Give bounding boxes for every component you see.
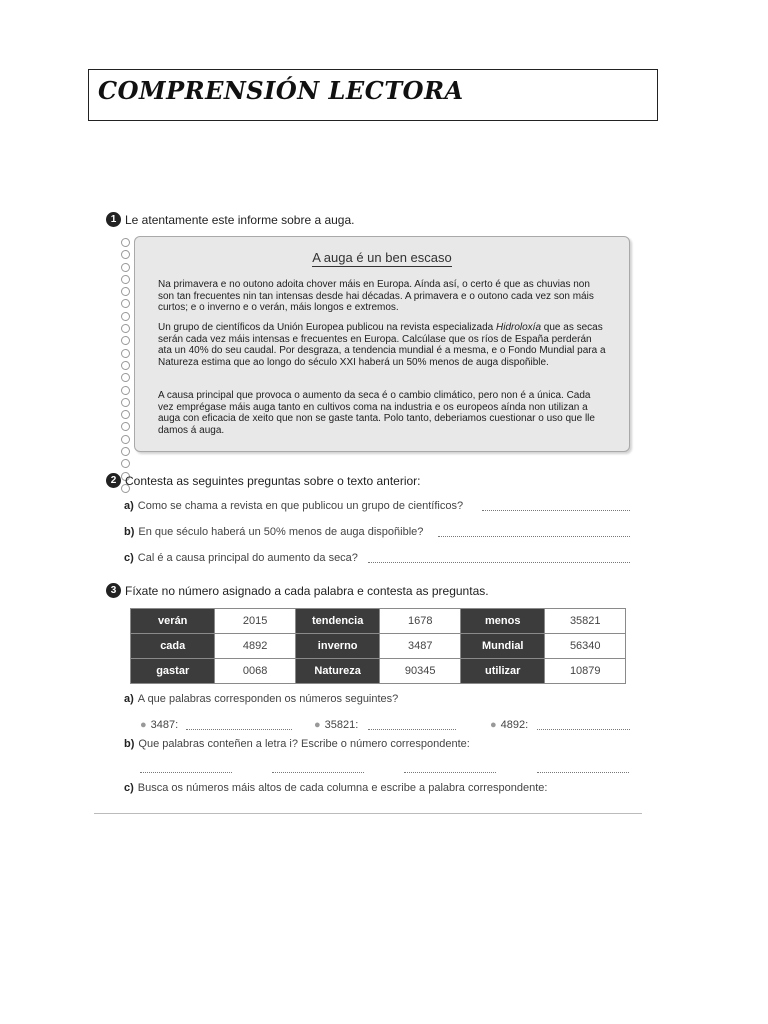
table-word: verán — [131, 609, 215, 634]
exercise-3-instruction: Fíxate no número asignado a cada palabra e contesta as preguntas. — [125, 584, 489, 598]
question-2a: a) Como se chama a revista en que publicou un grupo de científicos? — [124, 500, 464, 512]
table-word: menos — [460, 609, 545, 634]
answer-line-35821[interactable] — [368, 729, 456, 730]
page-title: COMPRENSIÓN LECTORA — [98, 76, 464, 105]
bullet-35821: ● 35821: — [314, 719, 359, 731]
table-word: gastar — [131, 659, 215, 684]
reading-title: A auga é un ben escaso — [312, 250, 452, 265]
table-word: cada — [131, 634, 215, 659]
answer-line-3487[interactable] — [186, 729, 292, 730]
table-row — [131, 609, 626, 634]
answer-line-3b-4[interactable] — [537, 772, 629, 773]
reading-paragraph-3: A causa principal que provoca o aumento da seca é o cambio climático, pero non é a única. Cada vez emprégase máis auga tanto en cultivos coma na industria e os europeos aínda non utilizan a auga con eficacia de xeito que non se gaste tanta. Polo tanto, deberiamos cuestionar o uso que lle damos á auga. — [158, 390, 595, 436]
table-number: 0068 — [215, 659, 295, 684]
table-number: 56340 — [545, 634, 626, 659]
table-number: 10879 — [545, 659, 626, 684]
answer-line-4892[interactable] — [537, 729, 630, 730]
page-divider — [94, 813, 642, 814]
question-2c: c) Cal é a causa principal do aumento da seca? — [124, 552, 358, 564]
table-word: Natureza — [295, 659, 380, 684]
exercise-1-instruction: Le atentamente este informe sobre a auga. — [125, 213, 355, 227]
title-box — [88, 69, 658, 121]
answer-line-3b-3[interactable] — [404, 772, 496, 773]
table-word: utilizar — [460, 659, 545, 684]
bullet-3487: ● 3487: — [140, 719, 179, 731]
word-number-table — [130, 608, 626, 684]
reading-paragraph-1: Na primavera e no outono adoita chover máis en Europa. Aínda así, o certo é que as chuvias non son tan frecuentes nin tan intensas desde hai décadas. A primavera e o outono cada vez son máis curtos; e o inverno e o verán, máis longos e extremos. — [158, 279, 594, 314]
question-2b: b) En que século haberá un 50% menos de auga dispoñible? — [124, 526, 424, 538]
table-number: 4892 — [215, 634, 295, 659]
reading-paragraph-2: Un grupo de científicos da Unión Europea publicou na revista especializada Hidroloxía que as secas serán cada vez máis intensas e frecuentes en Europa. Calcúlase que os ríos de España perderán ata un 40% do seu caudal. Por desgraza, a tendencia mundial é a mesma, e o Fondo Mundial para a Natureza estima que ao longo do século XXI haberá un 50% menos de auga dispoñible. — [158, 322, 606, 368]
exercise-number-2: 2 — [106, 473, 121, 488]
table-row — [131, 634, 626, 659]
question-3c: c) Busca os números máis altos de cada columna e escribe a palabra correspondente: — [124, 782, 548, 794]
table-word: Mundial — [460, 634, 545, 659]
table-word: inverno — [295, 634, 380, 659]
magazine-name: Hidroloxía — [496, 322, 542, 333]
exercise-number-1: 1 — [106, 212, 121, 227]
table-number: 90345 — [380, 659, 460, 684]
table-number: 1678 — [380, 609, 460, 634]
table-word: tendencia — [295, 609, 380, 634]
bullet-4892: ● 4892: — [490, 719, 529, 731]
answer-line-3b-2[interactable] — [272, 772, 364, 773]
table-number: 35821 — [545, 609, 626, 634]
exercise-number-3: 3 — [106, 583, 121, 598]
question-3a: a) A que palabras corresponden os números seguintes? — [124, 693, 399, 705]
reading-card — [134, 236, 630, 452]
answer-line-2c[interactable] — [368, 562, 630, 563]
table-number: 3487 — [380, 634, 460, 659]
table-number: 2015 — [215, 609, 295, 634]
answer-line-2a[interactable] — [482, 510, 630, 511]
question-3b: b) Que palabras conteñen a letra i? Escribe o número correspondente: — [124, 738, 470, 750]
table-row — [131, 659, 626, 684]
exercise-2-instruction: Contesta as seguintes preguntas sobre o texto anterior: — [125, 474, 421, 488]
answer-line-2b[interactable] — [438, 536, 630, 537]
answer-line-3b-1[interactable] — [140, 772, 232, 773]
notebook-spiral — [121, 238, 131, 452]
